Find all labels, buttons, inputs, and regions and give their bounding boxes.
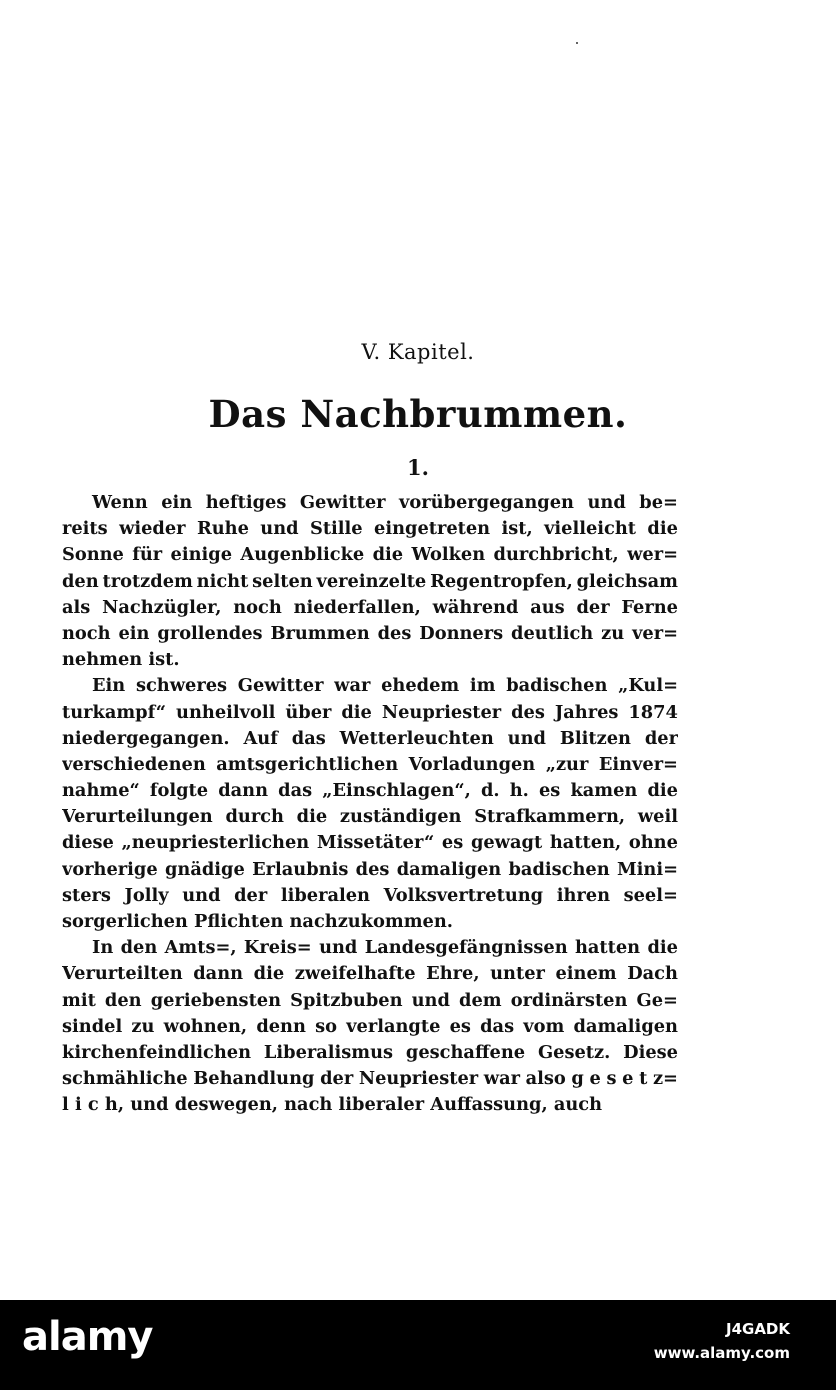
text-line: verschiedenen amtsgerichtlichen Vorladungen „zur Einver= xyxy=(62,753,678,775)
chapter-label: V. Kapitel. xyxy=(361,340,475,364)
body-text xyxy=(62,490,678,1119)
text-line: Wenn ein heftiges Gewitter vorübergegangen und be= xyxy=(92,492,678,513)
text-line: nahme“ folgte dann das „Einschlagen“, d. h. es kamen die xyxy=(62,780,678,802)
image-id: J4GADK xyxy=(725,1320,790,1338)
text-line: sters Jolly und der liberalen Volksvertretung ihren seel= xyxy=(62,884,678,906)
text-line: diese „neupriesterlichen Missetäter“ es gewagt hatten, ohne xyxy=(62,832,678,854)
text-line: Ein schweres Gewitter war ehedem im badischen „Kul= xyxy=(92,675,678,697)
text-line: kirchenfeindlichen Liberalismus geschaffene Gesetz. Diese xyxy=(62,1041,678,1063)
section-number: 1. xyxy=(407,455,429,480)
text-line: Verurteilten dann die zweifelhafte Ehre, unter einem Dach xyxy=(62,963,678,985)
text-line: sorgerlichen Pflichten nachzukommen. xyxy=(62,911,453,932)
paragraph xyxy=(62,935,678,1118)
text-line: l i c h, und deswegen, nach liberaler Auffassung, auch xyxy=(62,1094,603,1116)
text-line: als Nachzügler, noch niederfallen, während aus der Ferne xyxy=(62,596,678,618)
text-line: niedergegangen. Auf das Wetterleuchten und Blitzen der xyxy=(62,727,678,749)
paragraph xyxy=(62,673,678,935)
text-line: mit den geriebensten Spitzbuben und dem ordinärsten Ge= xyxy=(62,989,678,1011)
text-line: Sonne für einige Augenblicke die Wolken durchbricht, wer= xyxy=(62,544,678,566)
alamy-logo: alamy xyxy=(22,1314,153,1360)
chapter-title: Das Nachbrummen. xyxy=(208,392,628,436)
text-line: nehmen ist. xyxy=(62,649,180,671)
text-line: vorherige gnädige Erlaubnis des damaligen badischen Mini= xyxy=(62,858,678,880)
stock-watermark-bar xyxy=(0,1300,836,1390)
text-line: turkampf“ unheilvoll über die Neupriester des Jahres 1874 xyxy=(62,701,678,723)
text-line: reits wieder Ruhe und Stille eingetreten ist, vielleicht die xyxy=(62,518,678,540)
text-line: In den Amts=, Kreis= und Landesgefängnissen hatten die xyxy=(92,937,678,959)
paragraph xyxy=(62,490,678,673)
site-url[interactable]: www.alamy.com xyxy=(653,1344,790,1362)
page-speck xyxy=(576,42,578,44)
text-line: noch ein grollendes Brummen des Donners deutlich zu ver= xyxy=(62,622,678,644)
text-line: sindel zu wohnen, denn so verlangte es das vom damaligen xyxy=(62,1015,678,1037)
text-line: Verurteilungen durch die zuständigen Strafkammern, weil xyxy=(62,806,678,828)
text-line: schmähliche Behandlung der Neupriester war also g e s e t z= xyxy=(62,1068,678,1090)
text-line: den trotzdem nicht selten vereinzelte Regentropfen, gleichsam xyxy=(62,570,678,592)
